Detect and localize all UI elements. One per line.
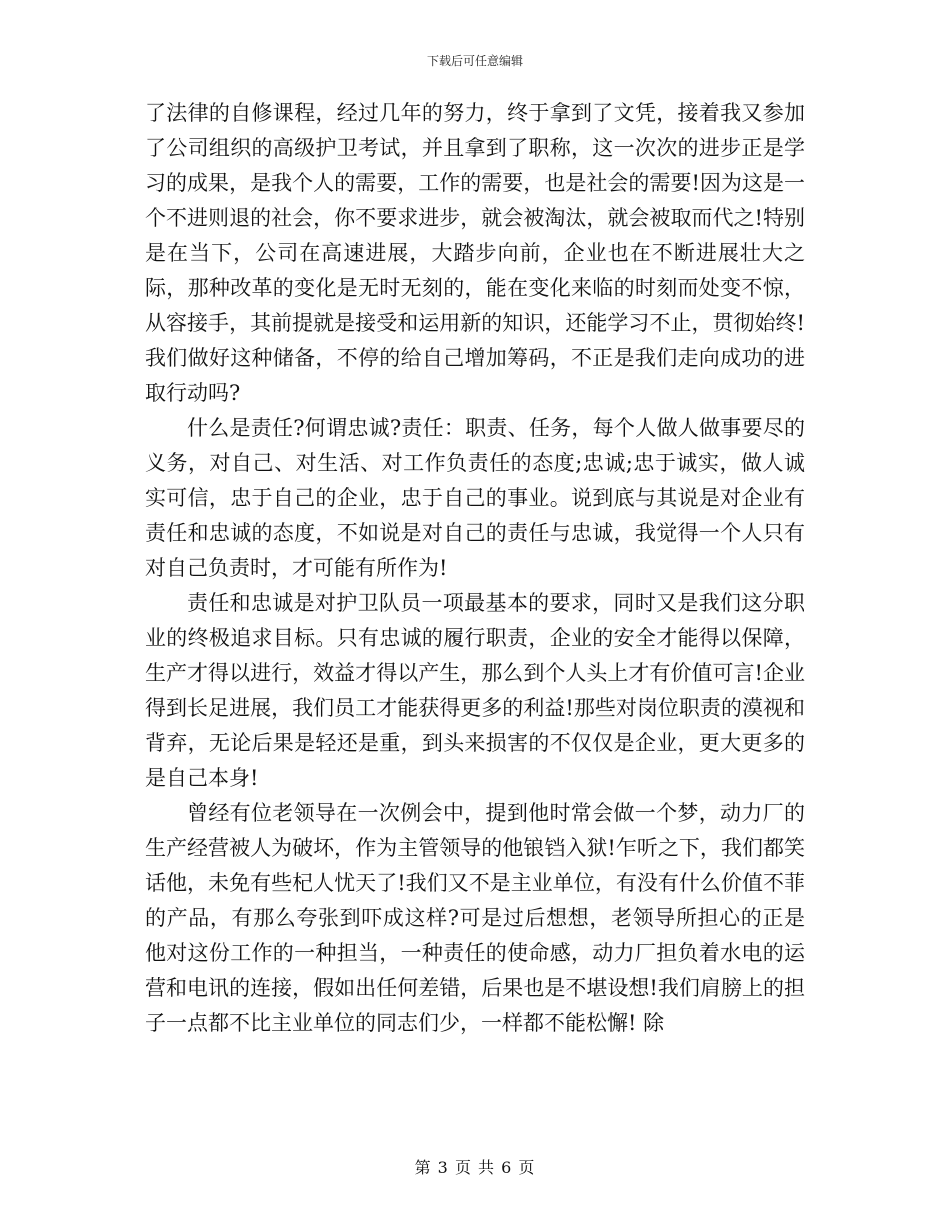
paragraph-4: 曾经有位老领导在一次例会中，提到他时常会做一个梦，动力厂的生产经营被人为破坏，作为主管领导的他锒铛入狱!乍听之下，我们都笑话他，未免有些杞人忧天了!我们又不是主业单位，有没有什么价值不菲的产品，有那么夸张到吓成这样?可是过后想想，老领导所担心的正是他对这份工作的一种担当，一种责任的使命感，动力厂担负着水电的运营和电讯的连接，假如出任何差错，后果也是不堪设想!我们肩膀上的担子一点都不比主业单位的同志们少，一样都不能松懈! 除 — [145, 801, 805, 1035]
document-body — [145, 96, 805, 1041]
paragraph-1: 了法律的自修课程，经过几年的努力，终于拿到了文凭，接着我又参加了公司组织的高级护卫考试，并且拿到了职称，这一次次的进步正是学习的成果，是我个人的需要，工作的需要，也是社会的需要!因为这是一个不进则退的社会，你不要求进步，就会被淘汰，就会被取而代之!特别是在当下，公司在高速进展，大踏步向前，企业也在不断进展壮大之际，那种改革的变化是无时无刻的，能在变化来临的时刻而处变不惊，从容接手，其前提就是接受和运用新的知识，还能学习不止，贯彻始终!我们做好这种储备，不停的给自己增加筹码，不正是我们走向成功的进取行动吗? — [145, 101, 805, 405]
page-number-footer: 第 3 页 共 6 页 — [414, 1158, 536, 1177]
paragraph-3: 责任和忠诚是对护卫队员一项最基本的要求，同时又是我们这分职业的终极追求目标。只有忠诚的履行职责，企业的安全才能得以保障，生产才得以进行，效益才得以产生，那么到个人头上才有价值可言!企业得到长足进展，我们员工才能获得更多的利益!那些对岗位职责的漠视和背弃，无论后果是轻还是重，到头来损害的不仅仅是企业，更大更多的是自己本身! — [145, 591, 805, 790]
paragraph-2: 什么是责任?何谓忠诚?责任：职责、任务，每个人做人做事要尽的义务，对自己、对生活、对工作负责任的态度;忠诚;忠于诚实，做人诚实可信，忠于自己的企业，忠于自己的事业。说到底与其说是对企业有责任和忠诚的态度，不如说是对自己的责任与忠诚，我觉得一个人只有对自己负责时，才可能有所作为! — [145, 416, 805, 580]
page-header: 下载后可任意编辑 — [426, 54, 523, 68]
